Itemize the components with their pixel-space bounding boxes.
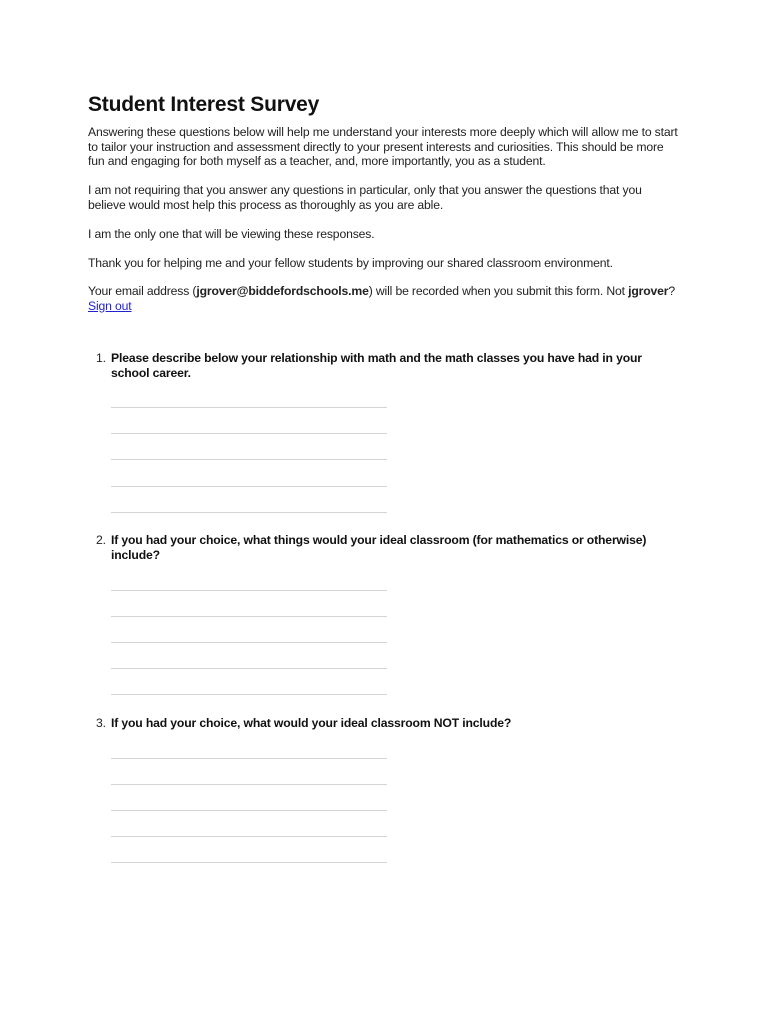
- question-1: 1. Please describe below your relationship with math and the math classes you have had in your school career.: [96, 351, 642, 380]
- answer-line[interactable]: [111, 784, 387, 785]
- answer-line[interactable]: [111, 836, 387, 837]
- email-notice: Your email address (jgrover@biddefordschools.me) will be recorded when you submit this form. Not jgrover? Sign out: [88, 284, 676, 313]
- answer-line[interactable]: [111, 862, 387, 863]
- answer-line[interactable]: [111, 433, 387, 434]
- answer-line[interactable]: [111, 642, 387, 643]
- intro-paragraph: Thank you for helping me and your fellow students by improving our shared classroom environment.: [88, 256, 613, 270]
- answer-line[interactable]: [111, 590, 387, 591]
- answer-line[interactable]: [111, 694, 387, 695]
- answer-line[interactable]: [111, 486, 387, 487]
- sign-out-link[interactable]: Sign out: [88, 298, 132, 313]
- answer-line[interactable]: [111, 459, 387, 460]
- email-address: jgrover@biddefordschools.me: [196, 284, 369, 298]
- page-title: Student Interest Survey: [88, 93, 320, 116]
- answer-line[interactable]: [111, 668, 387, 669]
- intro-paragraph: I am the only one that will be viewing these responses.: [88, 227, 375, 241]
- answer-line[interactable]: [111, 810, 387, 811]
- answer-line[interactable]: [111, 512, 387, 513]
- question-3: 3. If you had your choice, what would your ideal classroom NOT include?: [96, 716, 512, 730]
- intro-paragraph: Answering these questions below will help me understand your interests more deeply which will allow me to start to tailor your instruction and assessment directly to your present interests and curiosities. This should be more fun and engaging for both myself as a teacher, and, more importantly, you as a student.: [88, 125, 678, 169]
- answer-line[interactable]: [111, 407, 387, 408]
- answer-line[interactable]: [111, 616, 387, 617]
- username: jgrover: [628, 284, 669, 298]
- intro-paragraph: I am not requiring that you answer any questions in particular, only that you answer the questions that you believe would most help this process as thoroughly as you are able.: [88, 183, 642, 212]
- question-2: 2. If you had your choice, what things would your ideal classroom (for mathematics or otherwise) include?: [96, 533, 647, 562]
- answer-line[interactable]: [111, 758, 387, 759]
